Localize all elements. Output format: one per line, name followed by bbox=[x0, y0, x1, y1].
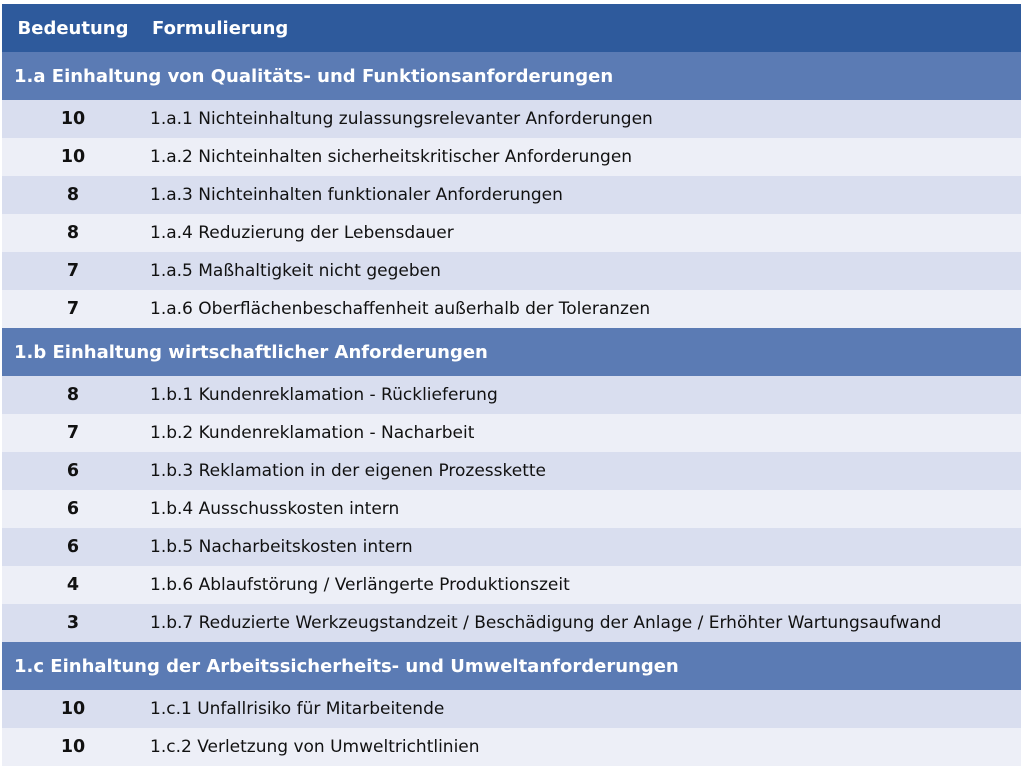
table-row bbox=[2, 690, 1021, 728]
row-score: 8 bbox=[66, 185, 80, 205]
header-wording: Formulierung bbox=[152, 17, 289, 39]
row-score: 7 bbox=[66, 299, 80, 319]
row-score: 8 bbox=[66, 385, 80, 405]
row-text: 1.b.2 Kundenreklamation - Nacharbeit bbox=[150, 423, 475, 443]
table-row bbox=[2, 604, 1021, 642]
row-text: 1.a.1 Nichteinhaltung zulassungsrelevanter Anforderungen bbox=[150, 109, 653, 129]
row-text: 1.a.3 Nichteinhalten funktionaler Anforderungen bbox=[150, 185, 563, 205]
row-score: 4 bbox=[66, 575, 80, 595]
table-row bbox=[2, 490, 1021, 528]
row-text: 1.b.4 Ausschusskosten intern bbox=[150, 499, 400, 519]
row-text: 1.b.3 Reklamation in der eigenen Prozesskette bbox=[150, 461, 547, 481]
row-text: 1.a.2 Nichteinhalten sicherheitskritischer Anforderungen bbox=[150, 147, 633, 167]
row-text: 1.a.5 Maßhaltigkeit nicht gegeben bbox=[150, 261, 441, 281]
section-title: 1.a Einhaltung von Qualitäts- und Funktionsanforderungen bbox=[2, 52, 1021, 100]
table-row bbox=[2, 138, 1021, 176]
section-title: 1.c Einhaltung der Arbeitssicherheits- und Umweltanforderungen bbox=[2, 642, 1021, 690]
table-row bbox=[2, 528, 1021, 566]
severity-table bbox=[2, 4, 1021, 766]
row-score: 6 bbox=[66, 461, 80, 481]
table-row bbox=[2, 100, 1021, 138]
table-row bbox=[2, 728, 1021, 766]
table-row bbox=[2, 176, 1021, 214]
table-row bbox=[2, 214, 1021, 252]
row-text: 1.c.1 Unfallrisiko für Mitarbeitende bbox=[150, 699, 445, 719]
row-score: 10 bbox=[60, 109, 86, 129]
row-score: 10 bbox=[60, 147, 86, 167]
row-score: 3 bbox=[66, 613, 80, 633]
row-score: 8 bbox=[66, 223, 80, 243]
row-text: 1.b.1 Kundenreklamation - Rücklieferung bbox=[150, 385, 498, 405]
section-title: 1.b Einhaltung wirtschaftlicher Anforderungen bbox=[2, 328, 1021, 376]
table-row bbox=[2, 414, 1021, 452]
header-importance: Bedeutung bbox=[17, 17, 129, 39]
row-text: 1.b.7 Reduzierte Werkzeugstandzeit / Beschädigung der Anlage / Erhöhter Wartungsaufwand bbox=[150, 613, 942, 633]
row-score: 7 bbox=[66, 423, 80, 443]
row-score: 10 bbox=[60, 699, 86, 719]
row-score: 7 bbox=[66, 261, 80, 281]
row-text: 1.c.2 Verletzung von Umweltrichtlinien bbox=[150, 737, 480, 757]
row-text: 1.a.4 Reduzierung der Lebensdauer bbox=[150, 223, 454, 243]
table-row bbox=[2, 376, 1021, 414]
table-row bbox=[2, 252, 1021, 290]
table-header bbox=[2, 4, 1021, 52]
row-score: 10 bbox=[60, 737, 86, 757]
row-text: 1.b.6 Ablaufstörung / Verlängerte Produktionszeit bbox=[150, 575, 570, 595]
row-text: 1.a.6 Oberflächenbeschaffenheit außerhalb der Toleranzen bbox=[150, 299, 651, 319]
table-row bbox=[2, 290, 1021, 328]
table-row bbox=[2, 566, 1021, 604]
table-row bbox=[2, 452, 1021, 490]
row-text: 1.b.5 Nacharbeitskosten intern bbox=[150, 537, 413, 557]
row-score: 6 bbox=[66, 499, 80, 519]
row-score: 6 bbox=[66, 537, 80, 557]
